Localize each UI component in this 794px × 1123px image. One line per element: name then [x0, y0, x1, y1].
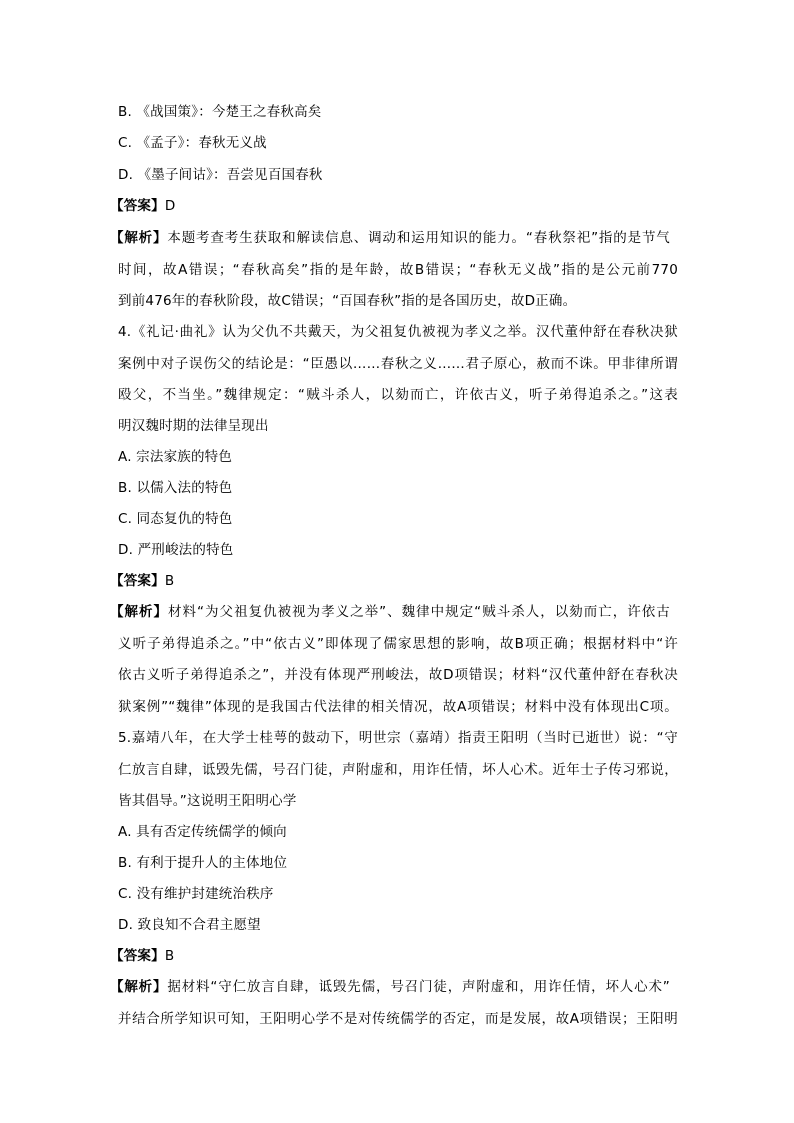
analysis-line: 【解析】据材料“守仁放言自肆，诋毁先儒，号召门徒，声附虚和，用诈任情，坏人心术”	[110, 979, 670, 995]
analysis-line: 时间，故A错误；“春秋高矣”指的是年龄，故B错误；“春秋无义战”指的是公元前770	[118, 262, 678, 278]
option-b-line: B. 有利于提升人的主体地位	[118, 855, 288, 871]
option-d-line: D. 致良知不合君主愿望	[118, 917, 261, 933]
analysis-line: 到前476年的春秋阶段，故C错误；“百国春秋”指的是各国历史，故D正确。	[118, 293, 577, 309]
analysis-line: 狱案例”“魏律”体现的是我国古代法律的相关情况，故A项错误；材料中没有体现出C项。	[118, 699, 678, 715]
question-line: 4.《礼记·曲礼》认为父仇不共戴天，为父祖复仇被视为孝义之举。汉代董仲舒在春秋决狱	[118, 324, 678, 340]
option-c-line: C. 同态复仇的特色	[118, 511, 233, 527]
option-d-line: D. 《墨子间诂》：吾尝见百国春秋	[118, 167, 323, 183]
answer-line: 【答案】B	[110, 573, 175, 589]
analysis-line: 【解析】本题考查考生获取和解读信息、调动和运用知识的能力。“春秋祭祀”指的是节气	[110, 230, 670, 246]
option-c-line: C. 《孟子》：春秋无义战	[118, 135, 267, 151]
question-line: 5.嘉靖八年，在大学士桂萼的鼓动下，明世宗（嘉靖）指责王阳明（当时已逝世）说：“守	[118, 730, 678, 746]
question-line: 仁放言自肆，诋毁先儒，号召门徒，声附虚和，用诈任情，坏人心术。近年士子传习邪说，	[118, 762, 678, 778]
option-b-line: B. 《战国策》：今楚王之春秋高矣	[118, 104, 322, 120]
option-a-line: A. 宗法家族的特色	[118, 449, 233, 465]
analysis-line: 【解析】材料“为父祖复仇被视为孝义之举”、魏律中规定“贼斗杀人，以劾而亡，许依古	[110, 604, 670, 620]
question-line: 明汉魏时期的法律呈现出	[118, 418, 269, 434]
option-d-line: D. 严刑峻法的特色	[118, 542, 234, 558]
option-b-line: B. 以儒入法的特色	[118, 480, 233, 496]
analysis-line: 依古义听子弟得追杀之”，并没有体现严刑峻法，故D项错误；材料“汉代董仲舒在春秋决	[118, 667, 678, 683]
option-c-line: C. 没有维护封建统治秩序	[118, 886, 274, 902]
analysis-line: 并结合所学知识可知，王阳明心学不是对传统儒学的否定，而是发展，故A项错误；王阳明	[118, 1011, 678, 1027]
option-a-line: A. 具有否定传统儒学的倾向	[118, 824, 287, 840]
question-line: 案例中对子误伤父的结论是：“臣愚以……春秋之义……君子原心，赦而不诛。甲非律所谓	[118, 356, 678, 372]
answer-line: 【答案】B	[110, 948, 175, 964]
answer-line: 【答案】D	[110, 198, 176, 214]
question-line: 殴父，不当坐。”魏律规定：“贼斗杀人，以劾而亡，许依古义，听子弟得追杀之。”这表	[118, 387, 678, 403]
question-line: 皆其倡导。”这说明王阳明心学	[118, 793, 297, 809]
analysis-line: 义听子弟得追杀之。”中“依古义”即体现了儒家思想的影响，故B项正确；根据材料中“许	[118, 636, 678, 652]
